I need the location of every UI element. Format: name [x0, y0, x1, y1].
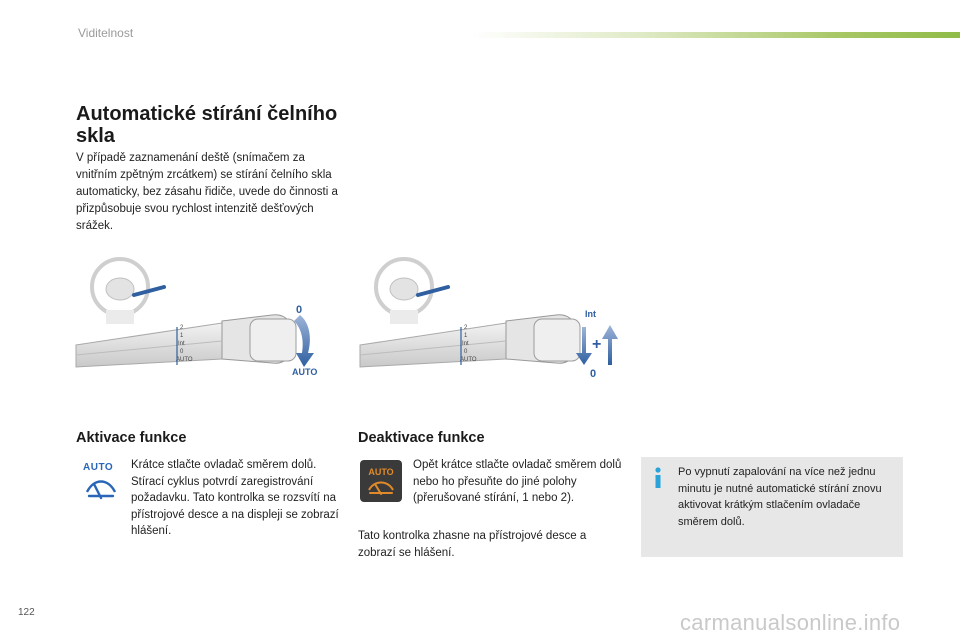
svg-text:Int: Int: [178, 341, 185, 347]
svg-text:2: 2: [464, 325, 468, 331]
auto-indicator-label: AUTO: [83, 462, 114, 473]
section-title: Viditelnost: [78, 26, 134, 40]
info-icon: [651, 467, 665, 494]
auto-position-label: AUTO: [292, 367, 318, 377]
activation-heading: Aktivace funkce: [76, 430, 187, 446]
svg-text:0: 0: [464, 349, 468, 355]
page-title: Automatické stírání čelního skla: [76, 103, 338, 147]
position-zero-label: 0: [590, 368, 597, 380]
stalk-illustration-activation: [72, 255, 342, 385]
deactivation-text: Opět krátce stlačte ovladač směrem dolů nebo ho přesuňte do jiné polohy (přerušované stírání, 1 nebo 2).: [413, 459, 622, 504]
header-accent-bar: [470, 32, 960, 38]
stalk-illustration-deactivation: [356, 255, 626, 385]
activation-text: Krátce stlačte ovladač směrem dolů. Stírací cyklus potvrdí zaregistrování požadavku. Tato kontrolka se rozsvítí na přístrojové desce a na displeji se zobrazí hlášení.: [131, 459, 339, 537]
svg-text:0: 0: [180, 349, 184, 355]
intro-paragraph: V případě zaznamenání deště (snímačem za vnitřním zpětným zrcátkem) se stírání čelního skla automaticky, bez zásahu řidiče, uvede do činnosti a přizpůsobuje svou rychlost intenzitě dešťových srážek.: [76, 152, 338, 232]
svg-text:Int: Int: [462, 341, 469, 347]
deactivation-note: Tato kontrolka zhasne na přístrojové desce a zobrazí se hlášení.: [358, 530, 587, 559]
svg-text:1: 1: [180, 333, 184, 339]
watermark: carmanualsonline.info: [680, 610, 901, 635]
int-position-label: Int: [585, 309, 596, 319]
page-number: 122: [18, 607, 35, 618]
svg-text:+: +: [592, 336, 602, 353]
svg-text:AUTO: AUTO: [176, 357, 193, 363]
position-zero-label: 0: [296, 304, 303, 316]
auto-warning-lamp-icon: [360, 460, 402, 502]
svg-text:AUTO: AUTO: [460, 357, 477, 363]
wiper-icon: [84, 476, 118, 502]
svg-text:1: 1: [464, 333, 468, 339]
info-text: Po vypnutí zapalování na více než jednu minutu je nutné automatické stírání znovu aktivovat krátkým stlačením ovladače směrem dolů.: [678, 466, 882, 528]
deactivation-heading: Deaktivace funkce: [358, 430, 485, 446]
warning-lamp-label: AUTO: [368, 467, 394, 477]
svg-text:2: 2: [180, 325, 184, 331]
